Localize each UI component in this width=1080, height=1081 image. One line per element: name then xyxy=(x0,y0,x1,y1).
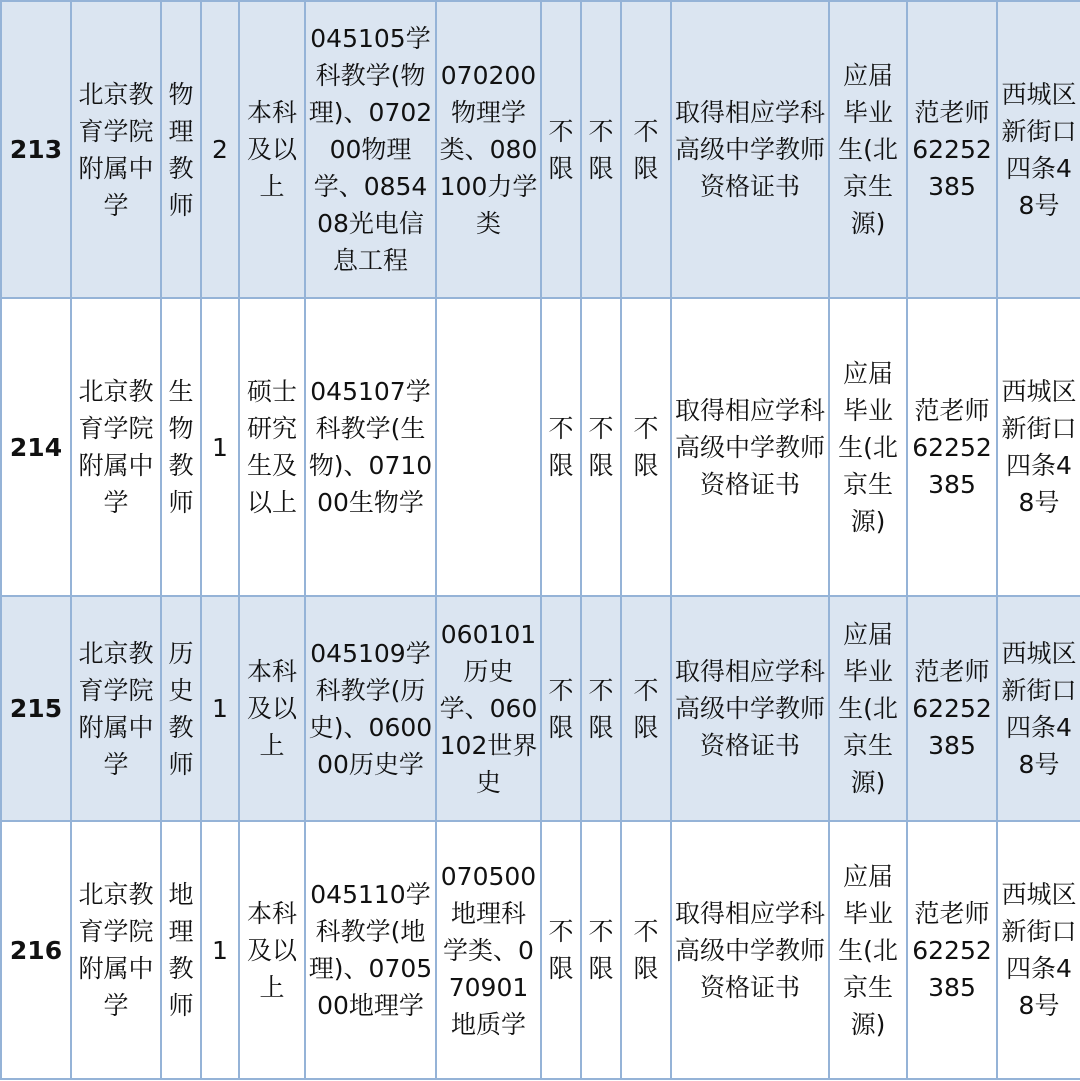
certificate-cell: 取得相应学科高级中学教师资格证书 xyxy=(671,596,829,821)
requirement-cell: 不限 xyxy=(541,596,581,821)
headcount-cell: 1 xyxy=(201,821,239,1079)
graduate-major-cell: 045107学科教学(生物)、071000生物学 xyxy=(305,298,436,596)
position-number: 215 xyxy=(1,596,71,821)
requirement-cell: 不限 xyxy=(541,298,581,596)
contact-cell: 范老师62252385 xyxy=(907,596,997,821)
employer-cell: 北京教育学院附属中学 xyxy=(71,596,161,821)
table-row xyxy=(1,1,1080,298)
headcount-cell: 1 xyxy=(201,298,239,596)
undergrad-major-cell: 070500地理科学类、070901地质学 xyxy=(436,821,541,1079)
position-title-cell: 物理教师 xyxy=(161,1,201,298)
education-cell: 本科及以上 xyxy=(239,1,305,298)
requirement-cell: 不限 xyxy=(621,821,671,1079)
requirement-cell: 不限 xyxy=(581,298,621,596)
education-cell: 本科及以上 xyxy=(239,821,305,1079)
address-cell: 西城区新街口四条48号 xyxy=(997,596,1080,821)
employer-cell: 北京教育学院附属中学 xyxy=(71,821,161,1079)
source-cell: 应届毕业生(北京生源) xyxy=(829,1,907,298)
undergrad-major-cell: 060101历史学、060102世界史 xyxy=(436,596,541,821)
source-cell: 应届毕业生(北京生源) xyxy=(829,596,907,821)
address-cell: 西城区新街口四条48号 xyxy=(997,298,1080,596)
requirement-cell: 不限 xyxy=(581,821,621,1079)
table-row xyxy=(1,821,1080,1079)
graduate-major-cell: 045105学科教学(物理)、070200物理学、085408光电信息工程 xyxy=(305,1,436,298)
contact-cell: 范老师62252385 xyxy=(907,821,997,1079)
contact-cell: 范老师62252385 xyxy=(907,298,997,596)
position-title-cell: 地理教师 xyxy=(161,821,201,1079)
source-cell: 应届毕业生(北京生源) xyxy=(829,821,907,1079)
source-cell: 应届毕业生(北京生源) xyxy=(829,298,907,596)
requirement-cell: 不限 xyxy=(621,298,671,596)
position-title-cell: 历史教师 xyxy=(161,596,201,821)
requirement-cell: 不限 xyxy=(541,1,581,298)
position-number: 213 xyxy=(1,1,71,298)
graduate-major-cell: 045109学科教学(历史)、060000历史学 xyxy=(305,596,436,821)
address-cell: 西城区新街口四条48号 xyxy=(997,1,1080,298)
table-row xyxy=(1,298,1080,596)
headcount-cell: 1 xyxy=(201,596,239,821)
position-number: 216 xyxy=(1,821,71,1079)
employer-cell: 北京教育学院附属中学 xyxy=(71,298,161,596)
address-cell: 西城区新街口四条48号 xyxy=(997,821,1080,1079)
graduate-major-cell: 045110学科教学(地理)、070500地理学 xyxy=(305,821,436,1079)
table-row xyxy=(1,596,1080,821)
undergrad-major-cell xyxy=(436,298,541,596)
contact-cell: 范老师62252385 xyxy=(907,1,997,298)
certificate-cell: 取得相应学科高级中学教师资格证书 xyxy=(671,298,829,596)
employer-cell: 北京教育学院附属中学 xyxy=(71,1,161,298)
position-number: 214 xyxy=(1,298,71,596)
requirement-cell: 不限 xyxy=(541,821,581,1079)
position-title-cell: 生物教师 xyxy=(161,298,201,596)
headcount-cell: 2 xyxy=(201,1,239,298)
certificate-cell: 取得相应学科高级中学教师资格证书 xyxy=(671,821,829,1079)
requirement-cell: 不限 xyxy=(621,596,671,821)
education-cell: 本科及以上 xyxy=(239,596,305,821)
requirement-cell: 不限 xyxy=(621,1,671,298)
requirement-cell: 不限 xyxy=(581,1,621,298)
requirement-cell: 不限 xyxy=(581,596,621,821)
undergrad-major-cell: 070200物理学类、080100力学类 xyxy=(436,1,541,298)
certificate-cell: 取得相应学科高级中学教师资格证书 xyxy=(671,1,829,298)
education-cell: 硕士研究生及以上 xyxy=(239,298,305,596)
